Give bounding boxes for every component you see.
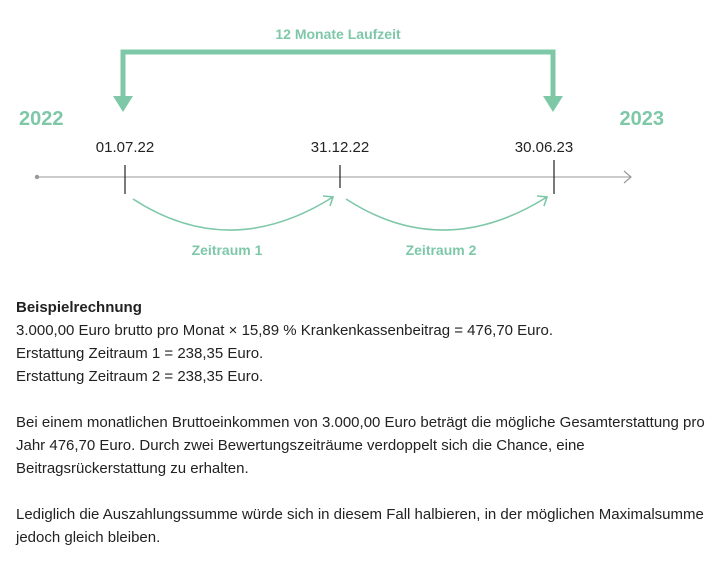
bracket-arrow-left-icon [113, 96, 133, 112]
period-1-arc [133, 197, 333, 230]
year-end-label: 2023 [619, 108, 664, 130]
calculation-line-1: 3.000,00 Euro brutto pro Monat × 15,89 % Krankenkassenbeitrag = 476,70 Euro. [16, 322, 554, 339]
period-2-label: Zeitraum 2 [405, 242, 477, 258]
duration-bracket [123, 52, 553, 100]
year-start-label: 2022 [19, 108, 64, 130]
example-calculation-section [16, 296, 706, 549]
bracket-arrow-right-icon [543, 96, 563, 112]
period-1-label: Zeitraum 1 [191, 242, 263, 258]
period-2-arc [346, 197, 547, 230]
date-label-start: 01.07.22 [95, 139, 155, 156]
timeline-start-dot [35, 175, 39, 179]
calculation-title: Beispielrechnung [16, 299, 142, 316]
calculation-line-3: Erstattung Zeitraum 2 = 238,35 Euro. [16, 368, 264, 385]
date-label-end: 30.06.23 [514, 139, 574, 156]
duration-label: 12 Monate Laufzeit [275, 26, 401, 42]
date-label-middle: 31.12.22 [310, 139, 370, 156]
explanation-paragraph: Bei einem monatlichen Bruttoeinkommen von 3.000,00 Euro beträgt die mögliche Gesamterstattung pro Jahr 476,70 Euro. Durch zwei Bewertungszeiträume verdoppelt sich die Chance, eine Beitragsrückerstattung zu erhalten. [16, 414, 705, 477]
period-2-arrow-icon [537, 196, 547, 206]
note-paragraph: Lediglich die Auszahlungssumme würde sich in diesem Fall halbieren, in der möglichen Maximalsumme jedoch gleich bleiben. [16, 506, 704, 546]
calculation-line-2: Erstattung Zeitraum 1 = 238,35 Euro. [16, 345, 264, 362]
timeline-diagram [0, 0, 722, 280]
